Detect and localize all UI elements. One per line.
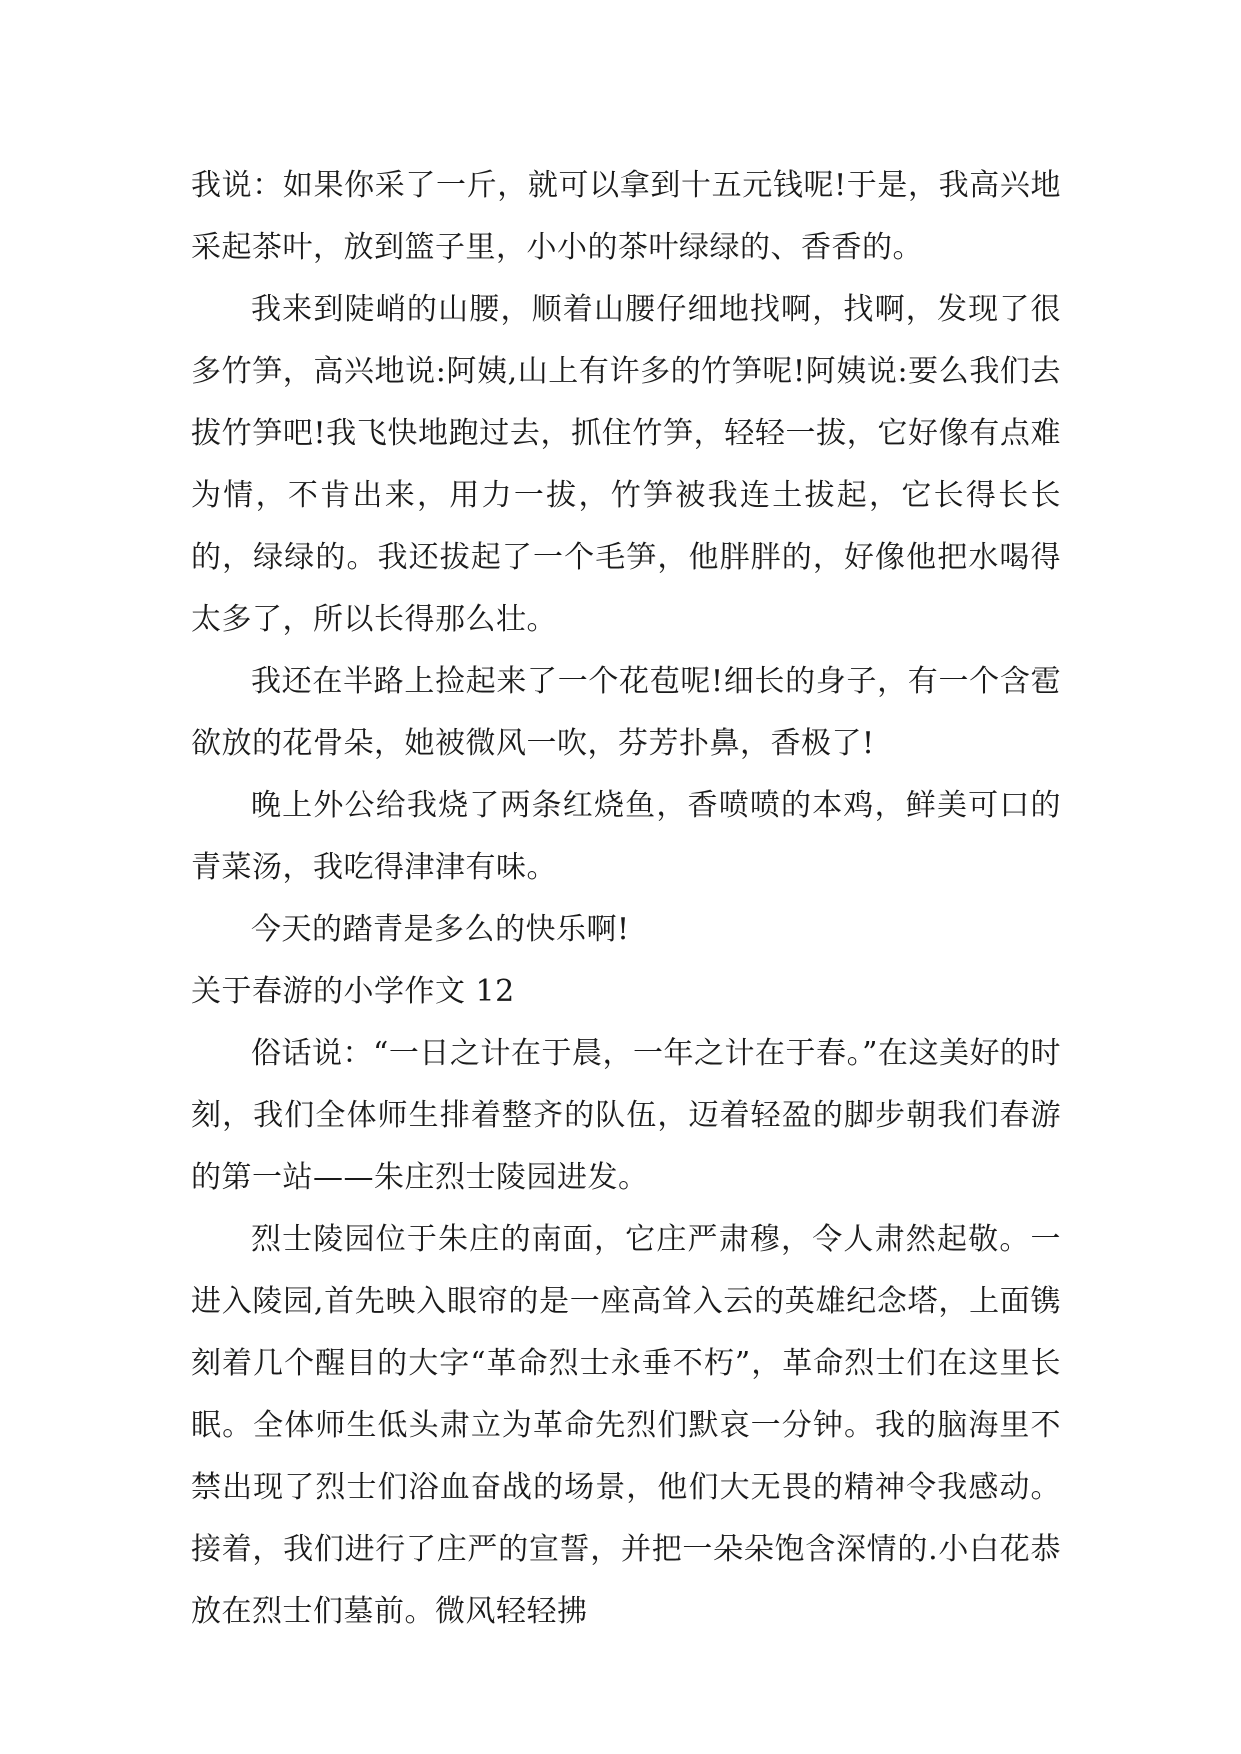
paragraph-proverb: 俗话说：“一日之计在于晨，一年之计在于春。”在这美好的时刻，我们全体师生排着整齐的队伍，迈着轻盈的脚步朝我们春游的第一站——朱庄烈士陵园进发。 — [191, 1036, 1061, 1195]
paragraph-bamboo-shoots: 我来到陡峭的山腰，顺着山腰仔细地找啊，找啊，发现了很多竹笋，高兴地说:阿姨,山上有许多的竹笋呢!阿姨说:要么我们去拔竹笋吧!我飞快地跑过去，抓住竹笋，轻轻一拔，它好像有点难为情，不肯出来，用力一拔，竹笋被我连土拔起，它长得长长的，绿绿的。我还拔起了一个毛笋，他胖胖的，好像他把水喝得太多了，所以长得那么壮。 — [191, 292, 1061, 637]
essay-heading: 关于春游的小学作文 12 — [191, 974, 515, 1009]
paragraph-cemetery: 烈士陵园位于朱庄的南面，它庄严肃穆，令人肃然起敬。一进入陵园,首先映入眼帘的是一座高耸入云的英雄纪念塔，上面镌刻着几个醒目的大字“革命烈士永垂不朽”，革命烈士们在这里长眠。全体师生低头肃立为革命先烈们默哀一分钟。我的脑海里不禁出现了烈士们浴血奋战的场景，他们大无畏的精神令我感动。接着，我们进行了庄严的宣誓，并把一朵朵饱含深情的.小白花恭放在烈士们墓前。微风轻轻拂 — [191, 1222, 1061, 1629]
paragraph-flower-bud: 我还在半路上捡起来了一个花苞呢!细长的身子，有一个含雹欲放的花骨朵，她被微风一吹，芬芳扑鼻，香极了! — [191, 664, 1061, 761]
paragraph-tea-picking: 我说：如果你采了一斤，就可以拿到十五元钱呢!于是，我高兴地采起茶叶，放到篮子里，小小的茶叶绿绿的、香香的。 — [191, 168, 1061, 265]
paragraph-dinner: 晚上外公给我烧了两条红烧鱼，香喷喷的本鸡，鲜美可口的青菜汤，我吃得津津有味。 — [191, 788, 1061, 885]
document-body — [191, 155, 1061, 1643]
paragraph-conclusion: 今天的踏青是多么的快乐啊! — [251, 912, 630, 947]
